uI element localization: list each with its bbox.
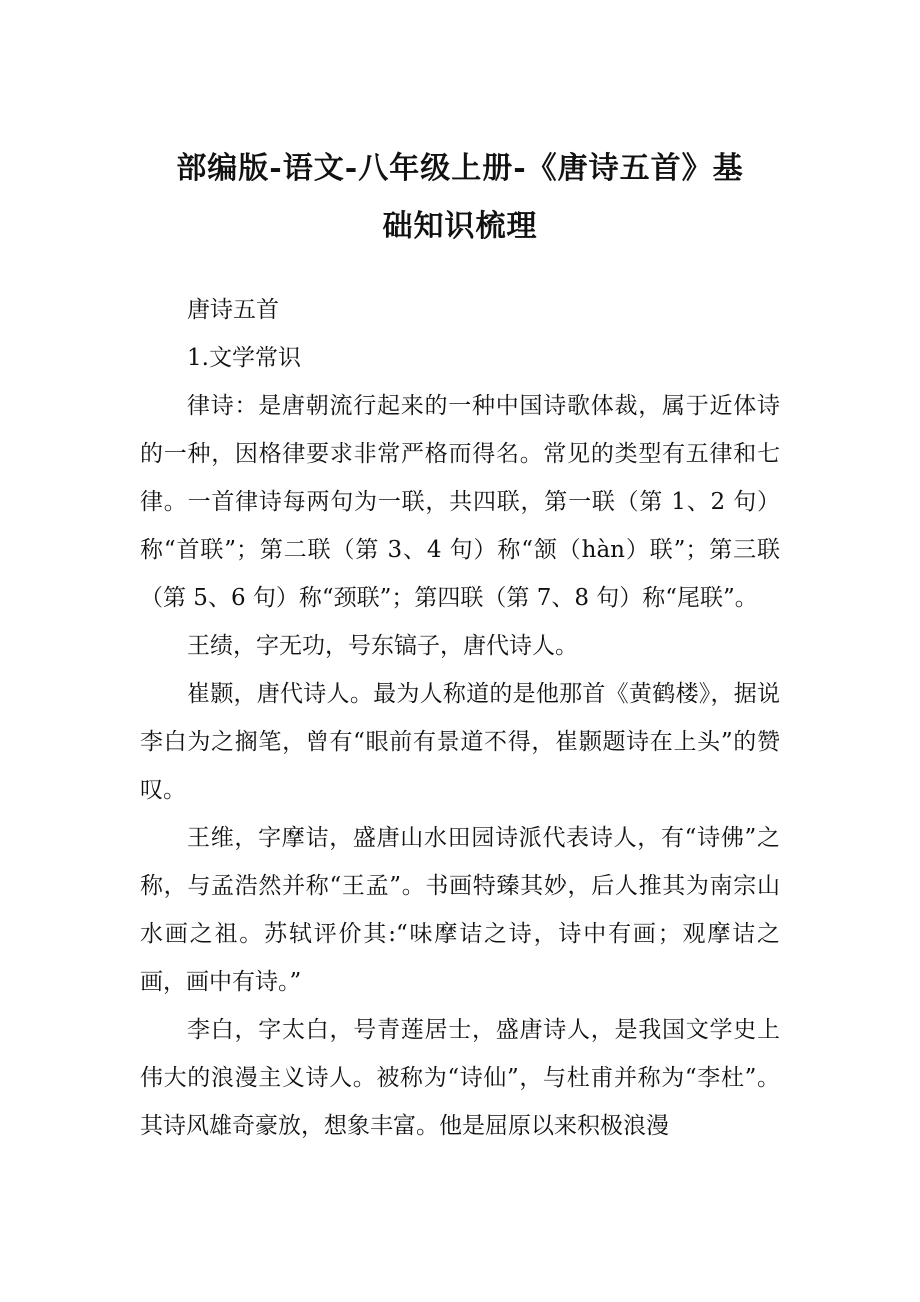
paragraph-wangji: 王绩，字无功，号东镐子，唐代诗人。 [187, 633, 578, 659]
paragraph-libai: 李白，字太白，号青莲居士，盛唐诗人，是我国文学史上伟大的浪漫主义诗人。被称为“诗仙”，与杜甫并称为“李杜”。其诗风雄奇豪放，想象丰富。他是屈原以来积极浪漫 [140, 1017, 780, 1139]
paragraph-wangwei: 王维，字摩诘，盛唐山水田园诗派代表诗人，有“诗佛”之称，与孟浩然并称“王孟”。书画特臻其妙，后人推其为南宗山水画之祖。苏轼评价其:“味摩诘之诗，诗中有画；观摩诘之画，画中有诗。” [140, 825, 780, 995]
section-heading: 唐诗五首 [187, 297, 279, 323]
title-line-1: 部编版-语文-八年级上册-《唐诗五首》基 [176, 151, 744, 186]
title-line-2: 础知识梳理 [382, 209, 538, 244]
subsection-heading: 1.文学常识 [187, 345, 301, 371]
paragraph-lushi: 律诗：是唐朝流行起来的一种中国诗歌体裁，属于近体诗的一种，因格律要求非常严格而得名。常见的类型有五律和七律。一首律诗每两句为一联，共四联，第一联（第 1、2 句）称“首联”；第二联（第 3、4 句）称“颔（hàn）联”；第三联（第 5、6 句）称“颈联”；第四联（第 7、8 句）称“尾联”。 [140, 393, 780, 611]
document-body [140, 286, 780, 1150]
paragraph-cuihao: 崔颢，唐代诗人。最为人称道的是他那首《黄鹤楼》，据说李白为之搁笔，曾有“眼前有景道不得，崔颢题诗在上头”的赞叹。 [140, 681, 780, 803]
document-title [140, 0, 780, 256]
